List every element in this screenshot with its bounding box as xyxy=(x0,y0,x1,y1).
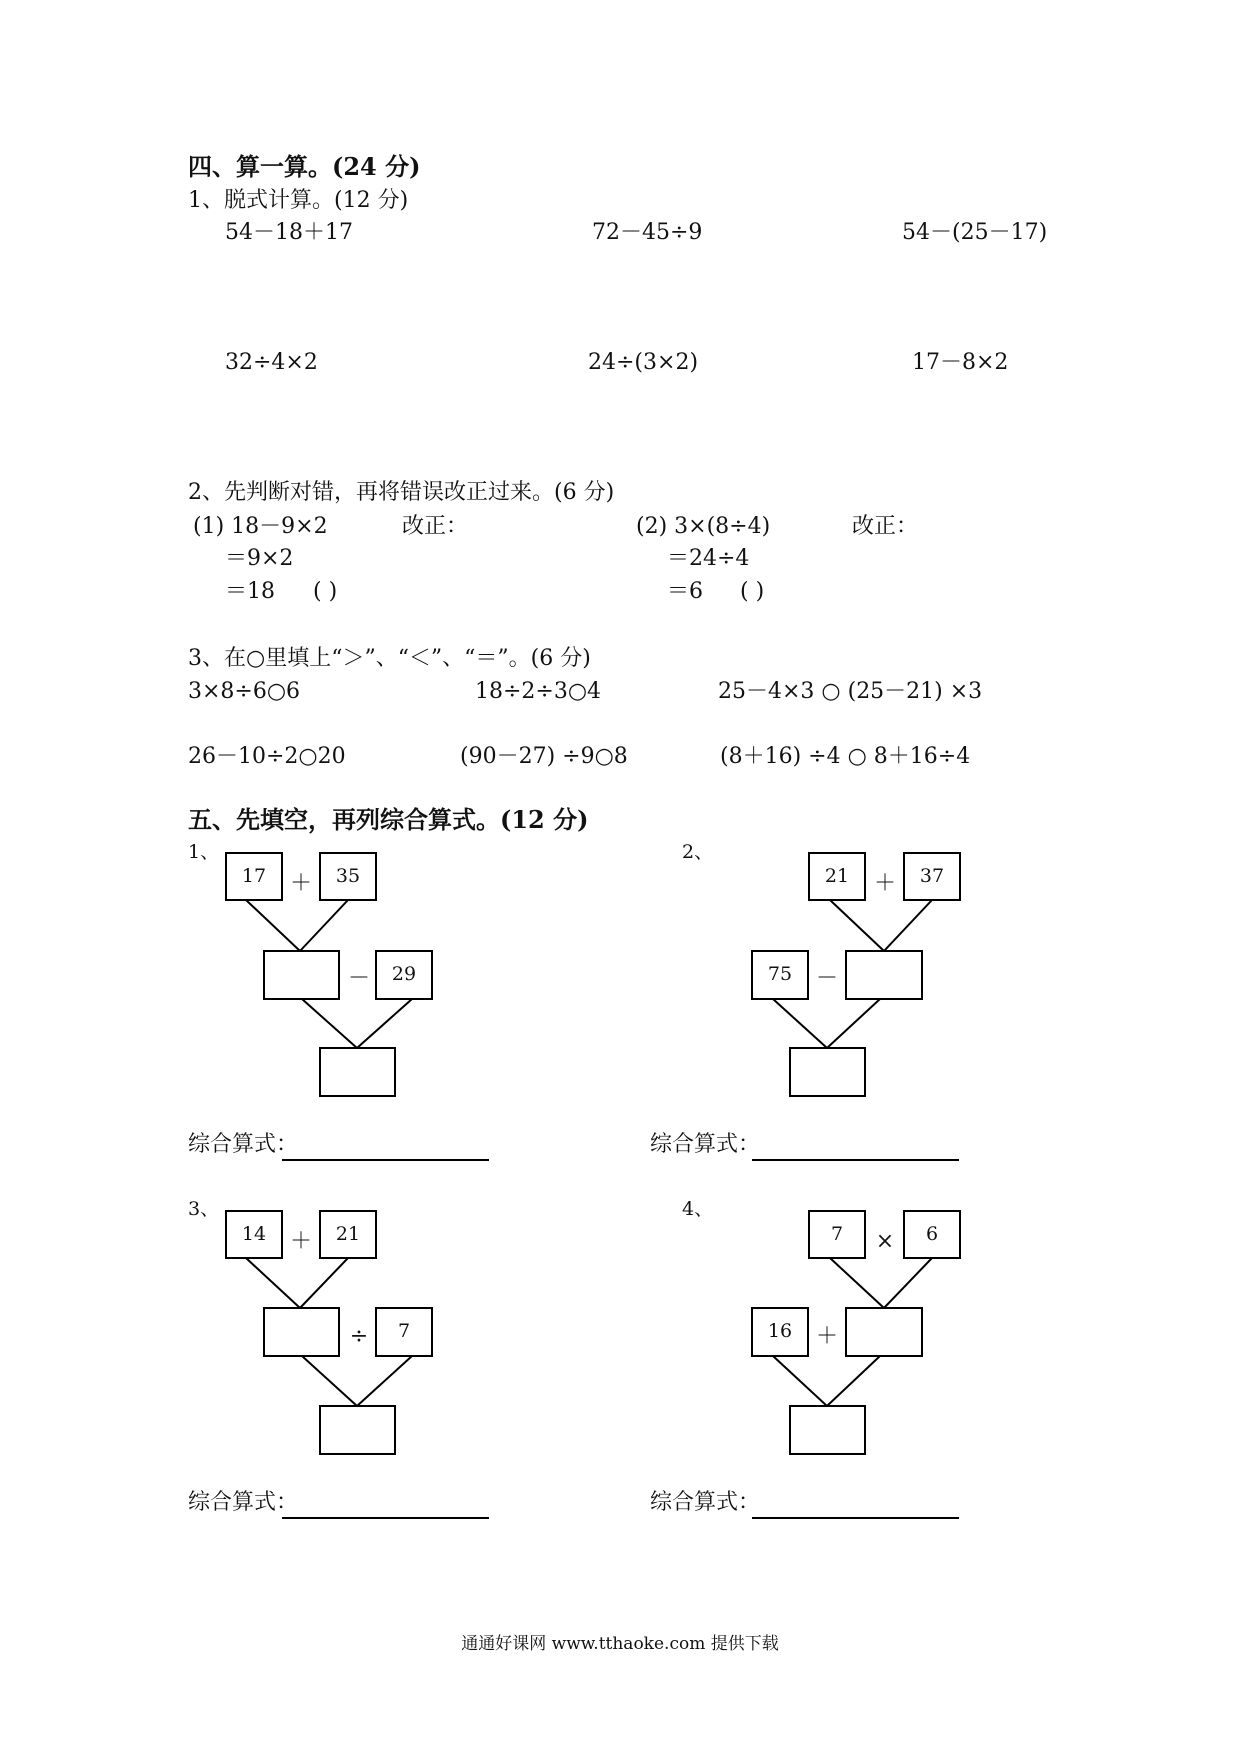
formula-label: 综合算式： xyxy=(650,1132,761,1157)
compare-expression: (90－27) ÷9○8 xyxy=(460,744,628,769)
q1-title: 1、脱式计算。(12 分) xyxy=(188,188,409,213)
blank-answer-box xyxy=(320,1406,395,1454)
compare-expression: 26－10÷2○20 xyxy=(188,744,346,769)
calc-expression: 17－8×2 xyxy=(912,350,1009,375)
calc-expression: 54－(25－17) xyxy=(902,220,1048,245)
compare-expression: 18÷2÷3○4 xyxy=(475,679,602,704)
blank-answer-box xyxy=(790,1406,865,1454)
q2-title: 2、先判断对错，再将错误改正过来。(6 分) xyxy=(188,480,615,505)
operator-sign: ＋ xyxy=(289,1229,312,1254)
correction-label-1: 改正： xyxy=(402,514,469,539)
box-value: 7 xyxy=(830,1223,844,1245)
box-value: 7 xyxy=(397,1320,411,1342)
compare-expression: 25－4×3 ○ (25－21) ×3 xyxy=(718,679,983,704)
problem-number: 4、 xyxy=(682,1198,714,1220)
blank-answer-box xyxy=(846,1308,922,1356)
box-value: 21 xyxy=(335,1223,361,1245)
compare-expression: 3×8÷6○6 xyxy=(188,679,301,704)
q3-title: 3、在○里填上“＞”、“＜”、“＝”。(6 分) xyxy=(188,646,591,671)
formula-label: 综合算式： xyxy=(188,1132,299,1157)
operator-sign: ＋ xyxy=(815,1324,838,1349)
judge-step: ＝6 xyxy=(667,579,703,604)
box-value: 6 xyxy=(925,1223,939,1245)
blank-answer-box xyxy=(320,1048,395,1096)
box-value: 14 xyxy=(241,1223,267,1245)
correction-label-2: 改正： xyxy=(852,514,919,539)
judge-step: ＝24÷4 xyxy=(667,546,750,571)
box-value: 75 xyxy=(767,963,793,985)
problem-number: 2、 xyxy=(682,841,714,863)
box-value: 16 xyxy=(767,1320,793,1342)
operator-sign: ＋ xyxy=(873,871,896,896)
blank-answer-box xyxy=(846,951,922,999)
judge-answer-paren[interactable]: ( ) xyxy=(313,579,338,604)
section4-heading: 四、算一算。(24 分) xyxy=(188,152,421,181)
operator-sign: ＋ xyxy=(289,871,312,896)
operator-sign: － xyxy=(347,966,370,991)
calc-expression: 54－18＋17 xyxy=(225,220,353,245)
operator-sign: ÷ xyxy=(349,1324,369,1349)
calc-expression: 32÷4×2 xyxy=(225,350,318,375)
formula-label: 综合算式： xyxy=(650,1490,761,1515)
section5-heading: 五、先填空，再列综合算式。(12 分) xyxy=(188,805,589,834)
calc-expression: 24÷(3×2) xyxy=(588,350,699,375)
box-value: 35 xyxy=(335,865,361,887)
box-value: 21 xyxy=(824,865,850,887)
judge-expression-2: (2) 3×(8÷4) xyxy=(636,514,771,539)
calc-expression: 72－45÷9 xyxy=(592,220,703,245)
box-value: 17 xyxy=(241,865,267,887)
operator-sign: × xyxy=(875,1229,895,1254)
judge-expression-1: (1) 18－9×2 xyxy=(193,514,328,539)
blank-answer-box xyxy=(264,1308,339,1356)
operator-sign: － xyxy=(815,966,838,991)
compare-expression: (8＋16) ÷4 ○ 8＋16÷4 xyxy=(720,744,971,769)
blank-answer-box xyxy=(264,951,339,999)
judge-step: ＝18 xyxy=(225,579,275,604)
problem-number: 3、 xyxy=(188,1198,220,1220)
blank-answer-box xyxy=(790,1048,865,1096)
footer-text: 通通好课网 www.tthaoke.com 提供下载 xyxy=(461,1634,779,1654)
box-value: 29 xyxy=(391,963,417,985)
box-value: 37 xyxy=(919,865,945,887)
problem-number: 1、 xyxy=(188,841,220,863)
judge-answer-paren[interactable]: ( ) xyxy=(740,579,765,604)
formula-label: 综合算式： xyxy=(188,1490,299,1515)
judge-step: ＝9×2 xyxy=(225,546,294,571)
